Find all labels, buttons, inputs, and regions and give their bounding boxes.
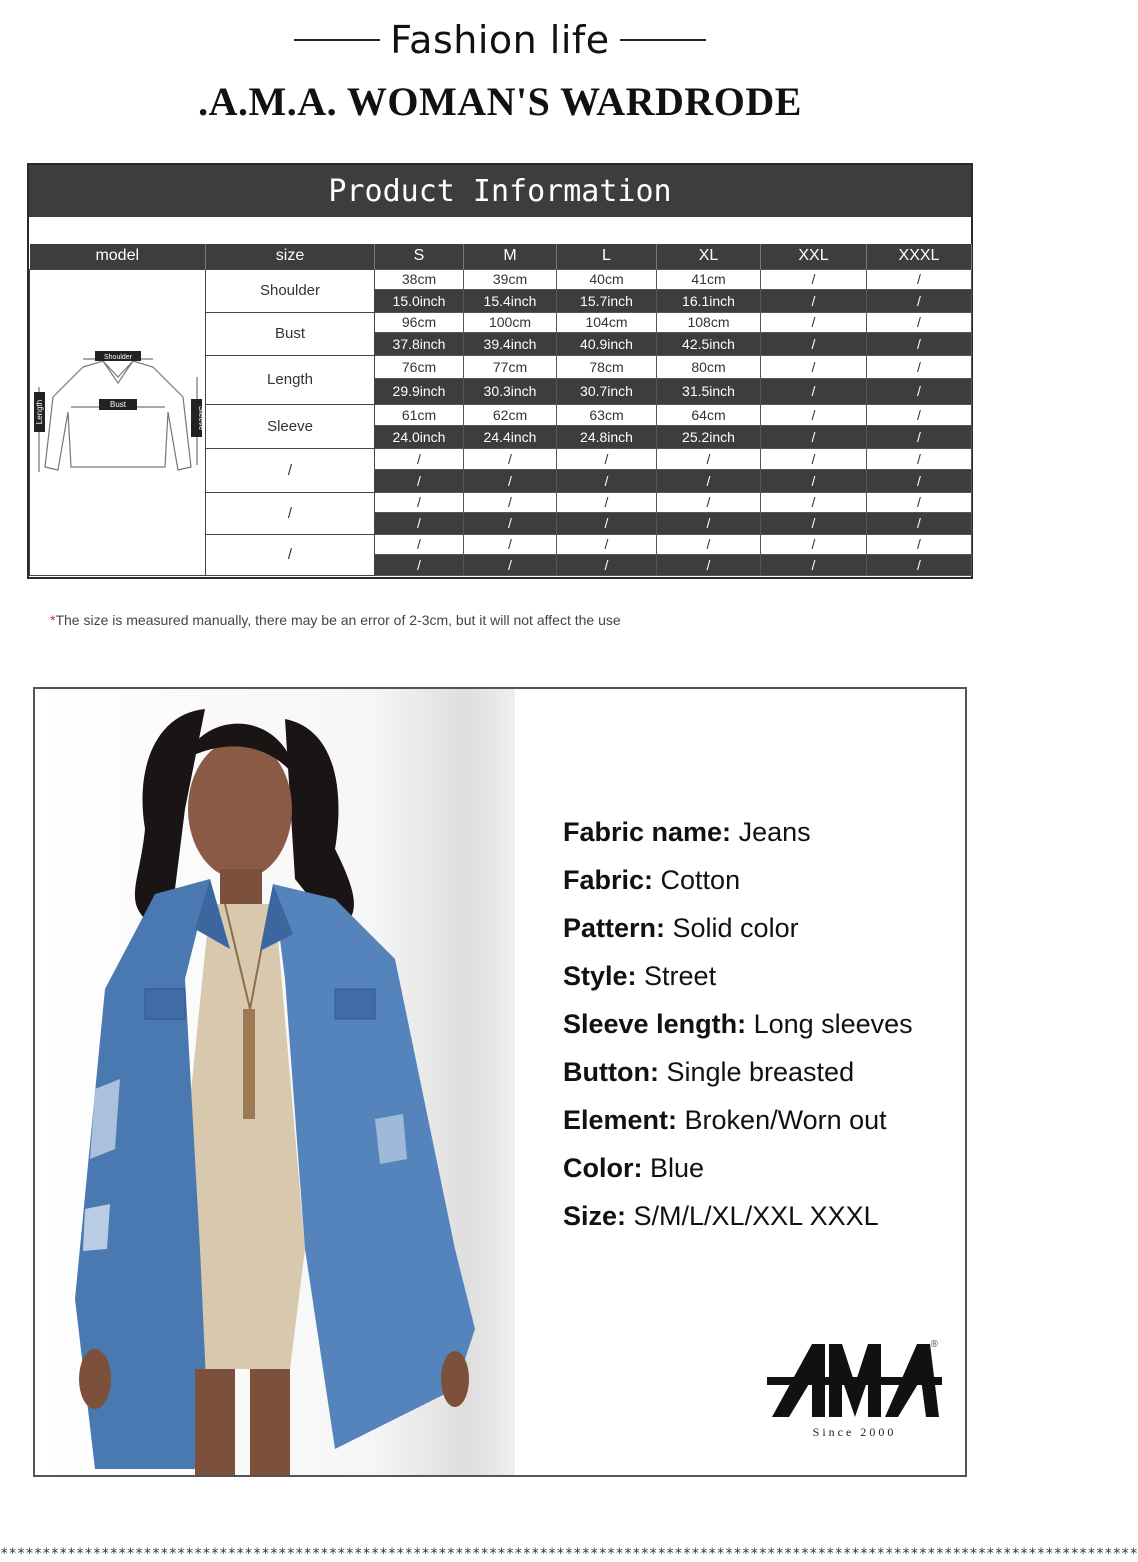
size-value-inch: 37.8inch <box>375 333 464 355</box>
column-header-xxl: XXL <box>761 244 867 269</box>
spec-row <box>563 1102 963 1150</box>
size-value-inch: 25.2inch <box>657 425 761 448</box>
spec-row <box>563 814 963 862</box>
size-value-inch: / <box>557 469 657 492</box>
size-value-inch: / <box>375 512 464 534</box>
spec-value: Long sleeves <box>746 1009 913 1039</box>
size-value-inch: / <box>761 290 867 312</box>
size-value-inch: 31.5inch <box>657 379 761 404</box>
size-value-cm: 104cm <box>557 312 657 333</box>
size-value-cm: 108cm <box>657 312 761 333</box>
size-value-inch: / <box>761 512 867 534</box>
size-row-cm <box>30 269 972 290</box>
size-value-cm: / <box>557 448 657 469</box>
size-value-cm: 100cm <box>464 312 557 333</box>
size-value-cm: 39cm <box>464 269 557 290</box>
size-value-inch: / <box>867 512 972 534</box>
brand-title: .A.M.A. WOMAN'S WARDRODE <box>198 79 802 124</box>
size-value-inch: 40.9inch <box>557 333 657 355</box>
size-note <box>50 612 621 628</box>
diagram-label-shoulder: Shoulder <box>103 354 132 361</box>
size-value-inch: / <box>761 554 867 575</box>
size-value-cm: 63cm <box>557 404 657 425</box>
size-value-inch: 30.3inch <box>464 379 557 404</box>
size-value-inch: 42.5inch <box>657 333 761 355</box>
size-value-inch: 24.0inch <box>375 425 464 448</box>
spec-key: Button: <box>563 1057 659 1087</box>
brand-tagline-row <box>0 18 1000 62</box>
size-value-cm: 41cm <box>657 269 761 290</box>
model-wearing-denim-jacket-illustration <box>35 689 515 1475</box>
spec-value: Cotton <box>653 865 741 895</box>
size-value-inch: / <box>557 512 657 534</box>
size-value-inch: / <box>464 469 557 492</box>
measurement-label: / <box>206 448 375 492</box>
spec-value: Solid color <box>665 913 799 943</box>
spec-row <box>563 958 963 1006</box>
size-value-inch: 24.4inch <box>464 425 557 448</box>
spec-key: Pattern: <box>563 913 666 943</box>
size-value-cm: / <box>464 534 557 554</box>
size-value-inch: / <box>761 425 867 448</box>
size-value-cm: / <box>375 448 464 469</box>
size-value-cm: / <box>761 448 867 469</box>
spec-key: Style: <box>563 961 637 991</box>
spec-key: Size: <box>563 1201 627 1231</box>
spec-row <box>563 1054 963 1102</box>
size-value-inch: / <box>867 333 972 355</box>
spec-value: Street <box>636 961 717 991</box>
size-value-inch: / <box>867 469 972 492</box>
size-value-cm: / <box>657 534 761 554</box>
size-value-inch: / <box>657 554 761 575</box>
size-value-inch: / <box>867 290 972 312</box>
size-value-inch: / <box>761 469 867 492</box>
spec-key: Sleeve length: <box>563 1009 747 1039</box>
size-value-inch: 15.0inch <box>375 290 464 312</box>
model-photo <box>35 689 515 1475</box>
spec-key: Fabric: <box>563 865 654 895</box>
size-value-inch: / <box>761 379 867 404</box>
size-value-inch: 16.1inch <box>657 290 761 312</box>
size-chart-spacer <box>29 217 971 244</box>
size-value-inch: / <box>375 554 464 575</box>
size-value-cm: / <box>657 448 761 469</box>
spec-row <box>563 910 963 958</box>
diagram-label-bust: Bust <box>109 400 126 409</box>
size-value-inch: / <box>464 512 557 534</box>
diagram-label-length: Length <box>34 399 44 425</box>
size-chart-title: Product Information <box>29 165 971 217</box>
size-value-cm: / <box>761 312 867 333</box>
column-header-s: S <box>375 244 464 269</box>
spec-value: Blue <box>642 1153 705 1183</box>
size-value-cm: 40cm <box>557 269 657 290</box>
spec-value: S/M/L/XL/XXL XXXL <box>626 1201 879 1231</box>
size-value-cm: / <box>761 492 867 512</box>
measurement-label: / <box>206 534 375 575</box>
product-detail-panel <box>33 687 967 1477</box>
measurement-label: Shoulder <box>206 269 375 312</box>
spec-key: Color: <box>563 1153 643 1183</box>
size-value-inch: 15.7inch <box>557 290 657 312</box>
size-value-cm: / <box>464 492 557 512</box>
size-value-inch: / <box>761 333 867 355</box>
size-value-cm: / <box>867 269 972 290</box>
diagram-label-sleeve: Sleeve <box>196 405 206 431</box>
column-header-model: model <box>30 244 206 269</box>
column-header-size: size <box>206 244 375 269</box>
logo-since: Since 2000 <box>812 1425 897 1439</box>
product-specs <box>563 814 963 1246</box>
size-value-cm: / <box>867 404 972 425</box>
decorative-star-border: *************************************************************************************************************************************** <box>0 1546 1138 1562</box>
size-value-cm: / <box>867 312 972 333</box>
size-value-inch: 30.7inch <box>557 379 657 404</box>
size-value-cm: / <box>557 534 657 554</box>
size-value-inch: 15.4inch <box>464 290 557 312</box>
size-value-cm: 64cm <box>657 404 761 425</box>
size-table-header-row <box>30 244 972 269</box>
spec-value: Jeans <box>731 817 811 847</box>
size-value-cm: 96cm <box>375 312 464 333</box>
spec-row <box>563 862 963 910</box>
size-value-inch: 39.4inch <box>464 333 557 355</box>
size-value-cm: 77cm <box>464 355 557 379</box>
brand-logo <box>767 1339 942 1449</box>
measurement-label: / <box>206 492 375 534</box>
measurement-label: Bust <box>206 312 375 355</box>
size-table <box>29 244 972 576</box>
spec-key: Element: <box>563 1105 678 1135</box>
size-value-cm: / <box>867 492 972 512</box>
size-value-inch: / <box>557 554 657 575</box>
tagline-rule-right <box>620 39 706 41</box>
spec-row <box>563 1150 963 1198</box>
size-value-cm: / <box>867 355 972 379</box>
ama-logo-icon <box>767 1339 942 1419</box>
size-value-inch: / <box>867 379 972 404</box>
spec-value: Broken/Worn out <box>677 1105 887 1135</box>
size-value-cm: / <box>761 355 867 379</box>
size-chart <box>27 163 973 579</box>
size-value-cm: / <box>867 448 972 469</box>
spec-row <box>563 1006 963 1054</box>
size-value-cm: 80cm <box>657 355 761 379</box>
measurement-label: Sleeve <box>206 404 375 448</box>
size-value-cm: / <box>375 534 464 554</box>
size-value-inch: 24.8inch <box>557 425 657 448</box>
column-header-l: L <box>557 244 657 269</box>
model-diagram-cell <box>30 269 206 575</box>
size-value-cm: / <box>761 534 867 554</box>
size-note-text: The size is measured manually, there may be an error of 2-3cm, but it will not affect the use <box>55 612 621 628</box>
spec-key: Fabric name: <box>563 817 732 847</box>
spec-value: Single breasted <box>658 1057 855 1087</box>
column-header-m: M <box>464 244 557 269</box>
size-value-cm: / <box>761 269 867 290</box>
size-value-inch: / <box>657 512 761 534</box>
brand-tagline: Fashion life <box>390 18 610 62</box>
size-note-star: * <box>50 612 56 628</box>
size-value-cm: / <box>375 492 464 512</box>
size-value-cm: 62cm <box>464 404 557 425</box>
tagline-rule-left <box>294 39 380 41</box>
size-value-inch: 29.9inch <box>375 379 464 404</box>
size-value-cm: / <box>657 492 761 512</box>
column-header-xl: XL <box>657 244 761 269</box>
measurement-label: Length <box>206 355 375 404</box>
size-value-cm: / <box>557 492 657 512</box>
size-value-cm: 78cm <box>557 355 657 379</box>
registered-mark: ® <box>930 1339 938 1350</box>
size-value-cm: 61cm <box>375 404 464 425</box>
shirt-measurement-diagram <box>33 347 206 497</box>
size-value-inch: / <box>464 554 557 575</box>
column-header-xxxl: XXXL <box>867 244 972 269</box>
size-value-inch: / <box>867 425 972 448</box>
spec-row <box>563 1198 963 1246</box>
size-value-cm: 38cm <box>375 269 464 290</box>
size-value-cm: 76cm <box>375 355 464 379</box>
size-value-cm: / <box>761 404 867 425</box>
size-value-inch: / <box>867 554 972 575</box>
size-value-inch: / <box>375 469 464 492</box>
size-value-cm: / <box>867 534 972 554</box>
size-value-cm: / <box>464 448 557 469</box>
size-value-inch: / <box>657 469 761 492</box>
